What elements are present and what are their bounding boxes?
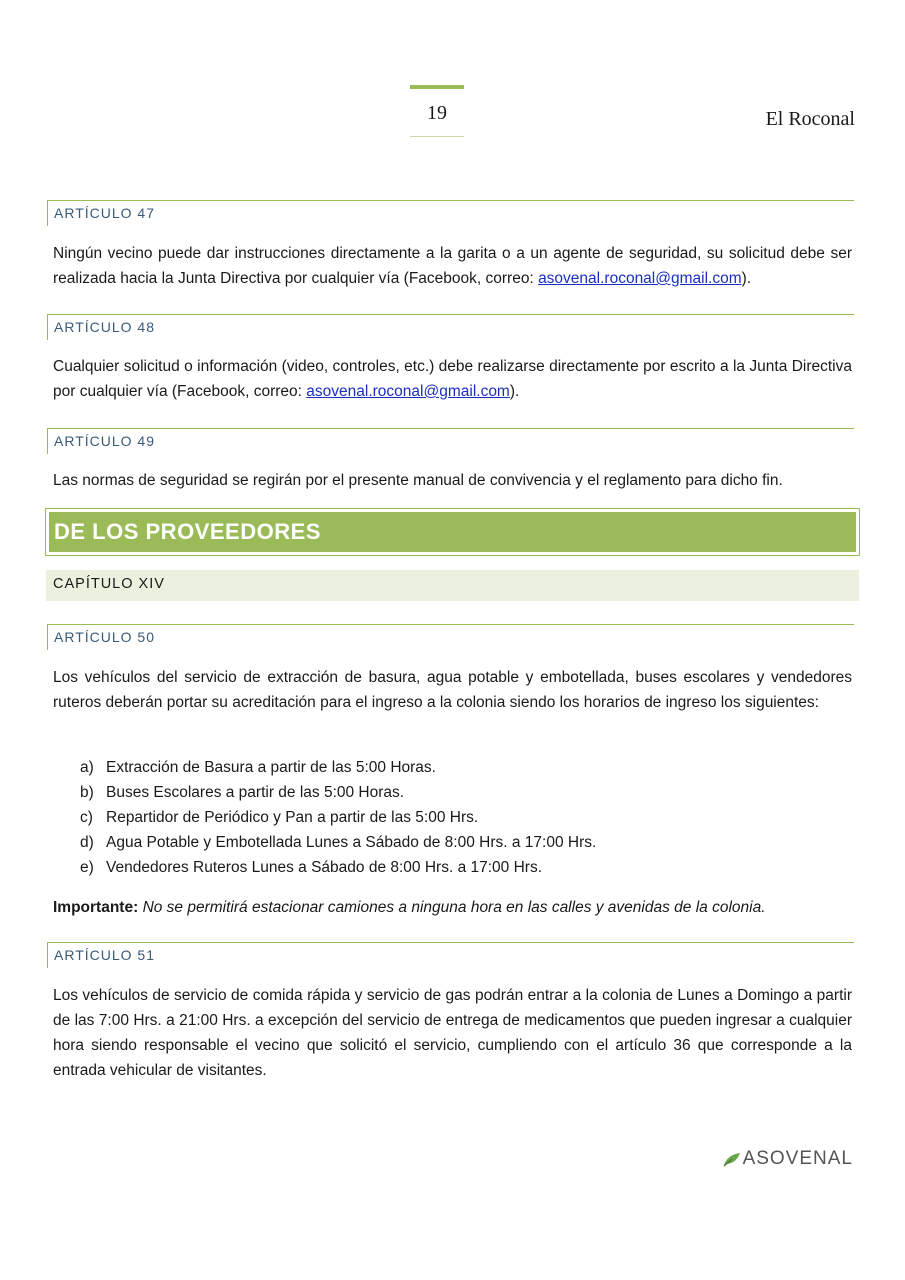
article-51-body: Los vehículos de servicio de comida rápida y servicio de gas podrán entrar a la colonia de Lunes a Domingo a partir de las 7:00 Hrs. a 21:00 Hrs. a excepción del servicio de entrega de medicamentos que pueden ingresar a cualquier hora siendo responsable el vecino que solicitó el servicio, cumpliendo con el artículo 36 que corresponde a la entrada vehicular de visitantes. — [53, 987, 852, 1079]
article-50-note — [53, 895, 852, 920]
article-47-email-link[interactable]: asovenal.roconal@gmail.com — [538, 270, 742, 287]
list-item-text: Buses Escolares a partir de las 5:00 Horas. — [106, 784, 405, 801]
list-marker: e) — [80, 859, 94, 876]
article-51-heading — [47, 942, 854, 968]
chapter-title: CAPÍTULO XIV — [53, 576, 165, 592]
article-50-heading-text: ARTÍCULO 50 — [54, 629, 155, 645]
list-marker: c) — [80, 809, 93, 826]
article-47-text: Ningún vecino puede dar instrucciones directamente a la garita o a un agente de seguridad, su solicitud debe ser realizada hacia la Junta Directiva por cualquier vía (Facebook, correo: — [53, 245, 852, 287]
article-48-heading-text: ARTÍCULO 48 — [54, 319, 155, 335]
list-marker: a) — [80, 759, 94, 776]
article-48-text: Cualquier solicitud o información (video, controles, etc.) debe realizarse directamente por escrito a la Junta Directiva por cualquier vía (Facebook, correo: — [53, 358, 852, 400]
article-49-body: Las normas de seguridad se regirán por el presente manual de convivencia y el reglamento para dicho fin. — [53, 472, 783, 489]
article-48-email-link[interactable]: asovenal.roconal@gmail.com — [306, 383, 510, 400]
list-item-text: Repartidor de Periódico y Pan a partir de las 5:00 Hrs. — [106, 809, 479, 826]
article-47-body — [53, 241, 852, 291]
list-item-text: Vendedores Ruteros Lunes a Sábado de 8:00 Hrs. a 17:00 Hrs. — [106, 859, 543, 876]
section-title: DE LOS PROVEEDORES — [54, 519, 321, 544]
page-number-bottom-rule — [410, 136, 464, 137]
page-number-top-rule — [410, 85, 464, 89]
article-47-heading — [47, 200, 854, 226]
list-item — [80, 805, 596, 830]
list-item-text: Extracción de Basura a partir de las 5:00 Horas. — [106, 759, 436, 776]
list-marker: b) — [80, 784, 94, 801]
article-48-heading — [47, 314, 854, 340]
article-48-text-end: ). — [509, 383, 520, 400]
document-title: El Roconal — [765, 108, 855, 130]
logo-text: ASOVENAL — [742, 1148, 853, 1169]
note-text: No se permitirá estacionar camiones a ninguna hora en las calles y avenidas de la colonia. — [142, 899, 766, 916]
list-item — [80, 830, 596, 855]
article-51-heading-text: ARTÍCULO 51 — [54, 947, 155, 963]
list-item — [80, 855, 596, 880]
section-title-band — [46, 509, 859, 555]
list-marker: d) — [80, 834, 94, 851]
list-item-text: Agua Potable y Embotellada Lunes a Sábado de 8:00 Hrs. a 17:00 Hrs. — [106, 834, 597, 851]
article-47-heading-text: ARTÍCULO 47 — [54, 205, 155, 221]
article-47-text-end: ). — [741, 270, 752, 287]
asovenal-logo — [723, 1148, 853, 1170]
list-item — [80, 755, 596, 780]
article-49-heading-text: ARTÍCULO 49 — [54, 433, 155, 449]
chapter-band — [46, 570, 859, 601]
article-50-heading — [47, 624, 854, 650]
article-50-body: Los vehículos del servicio de extracción de basura, agua potable y embotellada, buses escolares y vendedores ruteros deberán portar su acreditación para el ingreso a la colonia siendo los horarios de ingreso los siguientes: — [53, 669, 852, 711]
page-number: 19 — [427, 102, 447, 124]
schedule-list — [80, 755, 596, 880]
list-item — [80, 780, 596, 805]
article-49-heading — [47, 428, 854, 454]
note-label: Importante: — [53, 899, 139, 916]
article-48-body — [53, 354, 852, 404]
leaf-icon — [723, 1151, 741, 1167]
